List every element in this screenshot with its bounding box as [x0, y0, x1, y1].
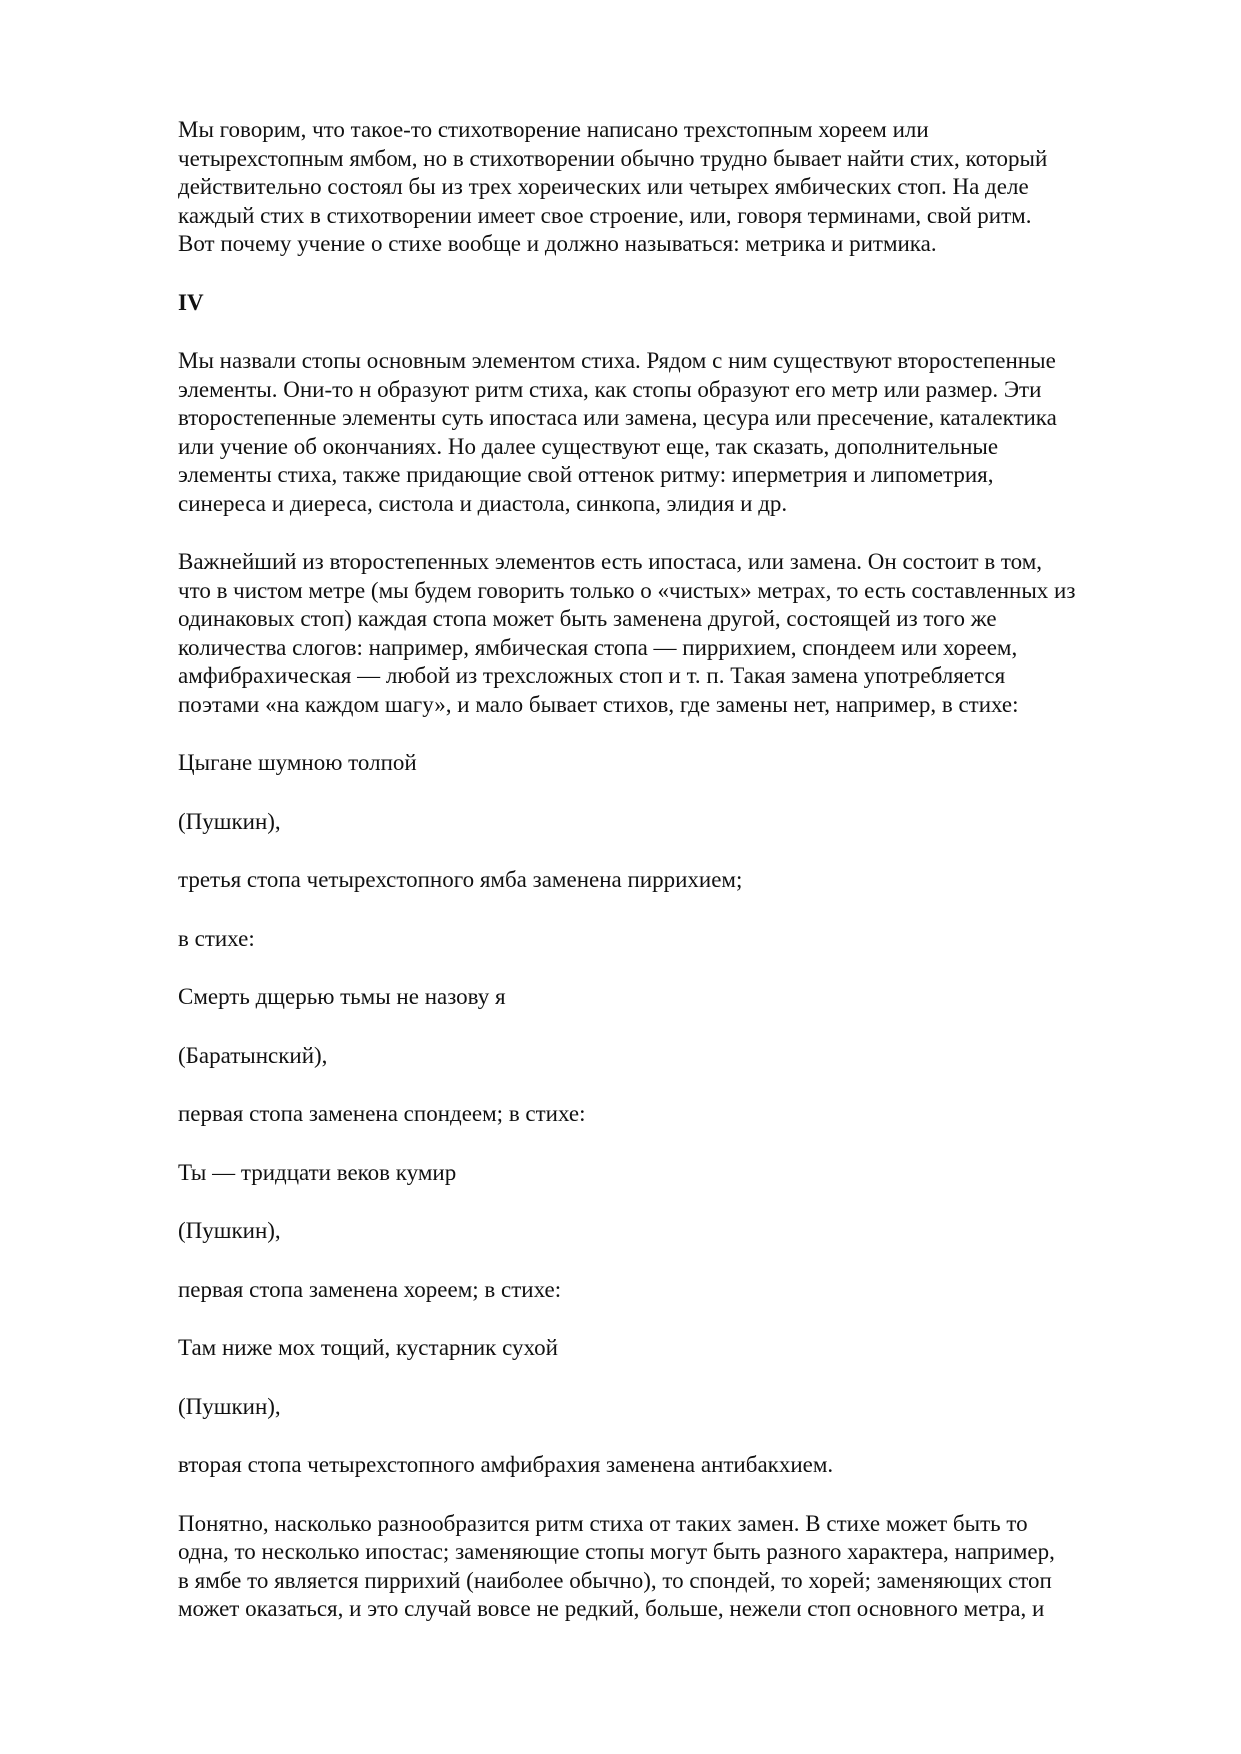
- verse-quote: Смерть дщерью тьмы не назову я: [178, 984, 506, 1009]
- paragraph-comment: первая стопа заменена хореем; в стихе:: [178, 1276, 562, 1302]
- verse-author: (Пушкин),: [178, 808, 281, 834]
- paragraph-intro: Мы говорим, что такое-то стихотворение написано трехстопным хореем или четырехстопным ямбом, но в стихотворении обычно трудно бывает найти стих, который действительно состоял бы из трех хореических или четырех ямбических стоп. На деле каждый стих в стихотворении имеет свое строение, или, говоря терминами, свой ритм. Вот почему учение о стихе вообще и должно называться: метрика и ритмика.: [178, 117, 1048, 256]
- paragraph-hypostasis: Важнейший из второстепенных элементов есть ипостаса, или замена. Он состоит в том, что в чистом метре (мы будем говорить только о «чистых» метрах, то есть составленных из одинаковых стоп) каждая стопа может быть заменена другой, состоящей из того же количества слогов: например, ямбическая стопа — пиррихием, спондеем или хореем, амфибрахическая — любой из трехсложных стоп и т. п. Такая замена употребляется поэтами «на каждом шагу», и мало бывает стихов, где замены нет, например, в стихе:: [178, 549, 1076, 717]
- verse-quote: Ты — тридцати веков кумир: [178, 1159, 457, 1185]
- verse-author: (Пушкин),: [178, 1393, 281, 1419]
- paragraph-comment: вторая стопа четырехстопного амфибрахия заменена антибакхием.: [178, 1452, 834, 1477]
- paragraph-conclusion: Понятно, насколько разнообразится ритм стиха от таких замен. В стихе может быть то одна, то несколько ипостас; заменяющие стопы могут быть разного характера, например, в ямбе то является пиррихий (наиболее обычно), то спондей, то хорей; заменяющих стоп может оказаться, и это случай вовсе не редкий, больше, нежели стоп основного метра, и: [178, 1510, 1055, 1621]
- paragraph-elements: Мы назвали стопы основным элементом стиха. Рядом с ним существуют второстепенные элементы. Они-то н образуют ритм стиха, как стопы образуют его метр или размер. Эти второстепенные элементы суть ипостаса или замена, цесура или пресечение, каталектика или учение об окончаниях. Но далее существуют еще, так сказать, дополнительные элементы стиха, также придающие свой оттенок ритму: иперметрия и липометрия, синереса и диереса, систола и диастола, синкопа, элидия и др.: [178, 348, 1057, 516]
- paragraph-comment: третья стопа четырехстопного ямба заменена пиррихием;: [178, 867, 743, 892]
- verse-author: (Пушкин),: [178, 1218, 281, 1243]
- verse-author: (Баратынский),: [178, 1042, 328, 1068]
- verse-quote: Там ниже мох тощий, кустарник сухой: [178, 1335, 558, 1360]
- section-heading: IV: [178, 289, 204, 315]
- paragraph-comment: первая стопа заменена спондеем; в стихе:: [178, 1101, 586, 1126]
- document-body: [178, 116, 1158, 1654]
- verse-quote: Цыгане шумною толпой: [178, 750, 417, 775]
- paragraph-comment: в стихе:: [178, 925, 255, 951]
